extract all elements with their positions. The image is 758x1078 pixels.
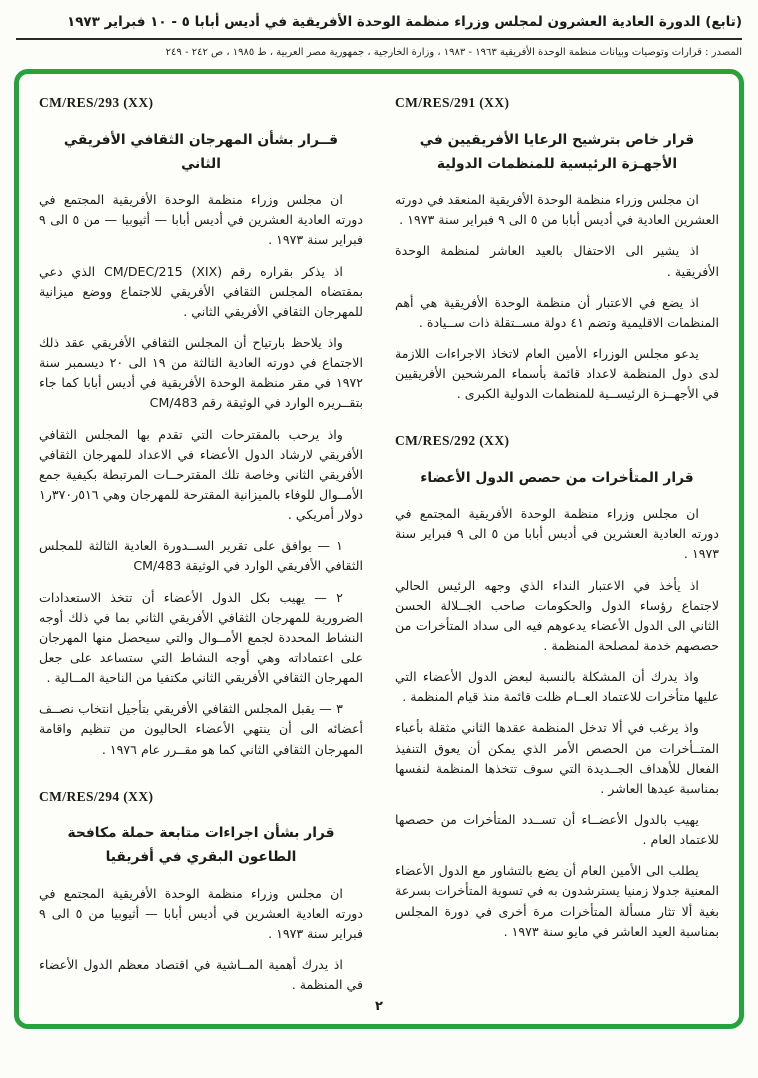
- page-number: ٢: [375, 999, 383, 1015]
- resolution-title: قرار خاص بترشيح الرعايا الأفريقيين في الأجهـزة الرئيسية للمنظمات الدولية: [419, 131, 695, 172]
- resolution-section-291: [395, 92, 719, 404]
- document-header: [0, 0, 758, 60]
- paragraph: ان مجلس وزراء منظمة الوحدة الأفريقية المجتمع في دورته العادية العشرين في أديس أبابا من ٥ الى ٩ فبراير سنة ١٩٧٣ .: [395, 506, 719, 562]
- paragraph: ٣ — يقبل المجلس الثقافي الأفريقي بتأجيل انتخاب نصــف أعضائه الى أن ينتهي الأعضاء الحاليون من تنظيم واقامة المهرجان الثقافي الثاني كما هو مقــرر عام ١٩٧٦ .: [39, 701, 363, 757]
- resolution-title: قرار بشأن اجراءات متابعة حملة مكافحة الطاعون البقري في أفريقيا: [67, 825, 335, 866]
- paragraph: اذ يضع في الاعتبار أن منظمة الوحدة الأفريقية هي أهم المنظمات الاقليمية وتضم ٤١ دولة مســتقلة ذات ســيادة .: [395, 294, 719, 330]
- two-column-layout: [39, 92, 719, 995]
- paragraph: اذ يدرك أهمية المــاشية في اقتصاد معظم الدول الأعضاء في المنظمة .: [39, 956, 363, 993]
- paragraph: ٢ — يهيب بكل الدول الأعضاء أن تتخذ الاستعدادات الضرورية للمهرجان الثقافي الأفريقي الثاني بما في ذلك أوجه النشاط المحددة لجمع الأمــوال والتي سيحصل منها المهرجان على اعتماداته وهي أوجه النشاط التي ستساعد على جعل المهرجان الثقافي الأفريقي الثاني مكتفيا من الناحية المــالية .: [39, 589, 363, 686]
- paragraph: واذ يرغب في ألا تدخل المنظمة عقدها الثاني مثقلة بأعباء المتــأخرات من الحصص الأمر الذي يمكن أن يعوق التنفيذ الفعال للأهداف الجــديدة التي سوف تتخذها المنظمة لنفسها بمناسبة عيدها العاشر .: [395, 720, 719, 796]
- paragraph: يدعو مجلس الوزراء الأمين العام لاتخاذ الاجراءات اللازمة لدى دول المنظمة لاعداد قائمة بأسماء المرشحين الأفريقيين في الأجهــزة الرئيســية للمنظمات الدولية الكبرى .: [395, 345, 719, 402]
- paragraph: ان مجلس وزراء منظمة الوحدة الأفريقية المجتمع في دورته العادية العشرين في أديس أبابا — أثيوبيا — من ٥ الى ٩ فبراير سنة ١٩٧٣ .: [39, 192, 364, 248]
- paragraph: واذ يلاحظ بارتياح أن المجلس الثقافي الأفريقي عقد ذلك الاجتماع في دورته العادية الثالثة من ١٩ الى ٢٠ ديسمبر سنة ١٩٧٢ في مقر منظمة الوحدة الأفريقية في أديس أبابا كما جاء بتقــريره الوارد في الوثيقة رقم CM/483: [39, 334, 363, 411]
- source-line: المصدر : قرارات وتوصيات وبيانات منظمة الوحدة الأفريقية ١٩٦٣ - ١٩٨٣ ، وزارة الخارجية ، جمهورية مصر العربية ، ط ١٩٨٥ ، ص ٢٤٢ - ٢٤٩: [165, 47, 742, 59]
- resolution-title: قــرار بشأن المهرجان الثقافي الأفريقي الثاني: [63, 131, 339, 172]
- paragraph: اذ يذكر بقراره رقم CM/DEC/215 (XIX) الذي دعي بمقتضاه المجلس الثقافي الأفريقي للاجتماع ووضع ميزانية للمهرجان الثقافي الأفريقي الثاني .: [39, 263, 363, 319]
- content-border-box: [14, 69, 744, 1029]
- paragraph: ان مجلس وزراء منظمة الوحدة الأفريقية المجتمع في دورته العادية العشرين في أديس أبابا — أثيوبيا من ٥ الى ٩ فبراير سنة ١٩٧٣ .: [39, 885, 363, 941]
- resolution-section-293: [39, 92, 363, 759]
- paragraph: واذ يرحب بالمقترحات التي تقدم بها المجلس الثقافي الأفريقي لارشاد الدول الأعضاء في الاعداد للمهرجان الثقافي الأفريقي الثاني وخاصة تلك المقترحــات المرتبطة بكيفية جمع الأمــوال للوفاء بالميزانية المقترحة للمهرجان وهي ٥١٦ر٣٧٠ر١ دولار أمريكي .: [39, 426, 363, 523]
- resolution-section-294: [39, 786, 363, 996]
- resolution-ref: CM/RES/291 (XX): [395, 95, 510, 111]
- resolution-ref: CM/RES/293 (XX): [39, 95, 154, 111]
- paragraph: اذ يشير الى الاحتفال بالعيد العاشر لمنظمة الوحدة الأفريقية .: [395, 243, 719, 279]
- paragraph: ١ — يوافق على تقرير الســدورة العادية الثالثة للمجلس الثقافي الأفريقي الوارد في الوثيقة CM/483: [39, 538, 363, 574]
- column-right: [395, 92, 719, 995]
- resolution-section-292: [395, 430, 719, 941]
- column-left: [39, 92, 363, 995]
- resolution-ref: CM/RES/294 (XX): [39, 788, 154, 804]
- resolution-ref: CM/RES/292 (XX): [395, 433, 510, 449]
- paragraph: يهيب بالدول الأعضــاء أن تســدد المتأخرات من حصصها للاعتماد العام .: [395, 811, 719, 848]
- paragraph: اذ يأخذ في الاعتبار النداء الذي وجهه الرئيس الحالي لاجتماع رؤساء الدول والحكومات صاحب الجــلالة الحسن الثاني الى الدول الأعضاء يدعوهم فيه الى سداد المتأخرات من حصصهم خدمة لمصلحة المنظمة .: [395, 577, 719, 653]
- header-title: (تابع) الدورة العادية العشرون لمجلس وزراء منظمة الوحدة الأفريقية في أديس أبابا ٥ - ١٠ فبراير ١٩٧٣: [66, 14, 742, 30]
- resolution-title: قرار المتأخرات من حصص الدول الأعضاء: [420, 469, 694, 486]
- header-divider: [16, 38, 742, 40]
- paragraph: ان مجلس وزراء منظمة الوحدة الأفريقية المنعقد في دورته العشرين العادية في أديس أبابا من ٥ الى ٩ فبراير سنة ١٩٧٣ .: [395, 192, 719, 228]
- paragraph: يطلب الى الأمين العام أن يضع بالتشاور مع الدول الأعضاء المعنية جدولا زمنيا يسترشدون به في تسوية المتأخرات بسرعة بغية ألا تثار مسألة المتأخرات مرة أخرى في دورة المجلس بمناسبة العيد العاشر في مايو سنة ١٩٧٣ .: [395, 863, 719, 939]
- paragraph: واذ يدرك أن المشكلة بالنسبة لبعض الدول الأعضاء التي عليها متأخرات للاعتماد العــام ظلت قائمة منذ قيام المنظمة .: [395, 669, 719, 705]
